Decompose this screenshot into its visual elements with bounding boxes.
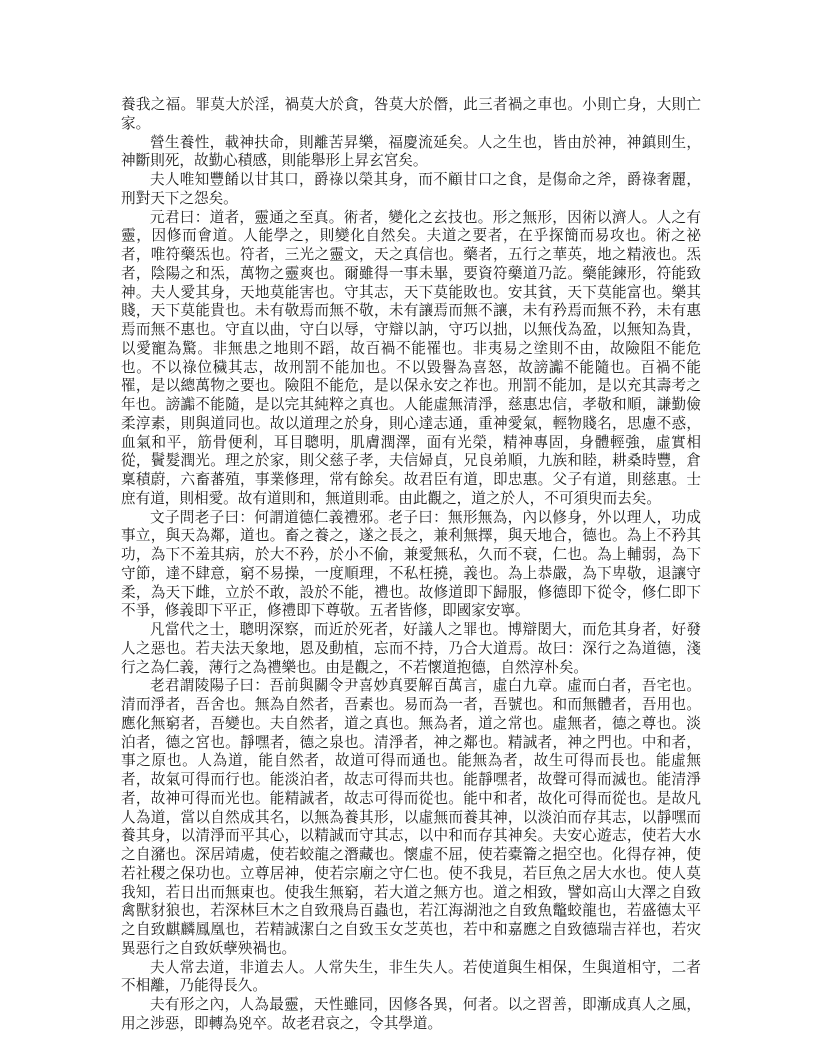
- paragraph: 夫人唯知豐餚以甘其口，爵祿以榮其身，而不顧甘口之食，是傷命之斧，爵祿奢麗，刑對天下之怨矣。: [121, 171, 701, 207]
- paragraph: 夫人常去道，非道去人。人常失生，非生失人。若使道與生相保，生與道相守，二者不相離，乃能得長久。: [121, 958, 701, 995]
- paragraph: 老君謂陵陽子曰：吾前與關令尹喜妙真要解百萬言，虛白九章。虛而白者，吾宅也。清而淨者，吾舍也。無為自然者，吾素也。易而為一者，吾號也。和而無體者，吾用也。應化無窮者，吾變也。夫自然者，道之真也。無為者，道之常也。虛無者，德之尊也。淡泊者，德之宮也。靜嘿者，德之泉也。清淨者，神之鄰也。精誠者，神之門也。中和者，事之原也。人為道，能自然者，故道可得而通也。能無為者，故生可得而長也。能虛無者，故氣可得而行也。能淡泊者，故志可得而共也。能靜嘿者，故聲可得而滅也。能清淨者，故神可得而光也。能精誠者，故志可得而從也。能中和者，故化可得而從也。是故凡人為道，當以自然成其名，以無為養其形，以虛無而養其神，以淡泊而存其志，以靜嘿而養其身，以清淨而平其心，以精誠而守其志，以中和而存其神矣。夫安心遊志，使若大水之自瀦也。深居靖處，使若蛟龍之潛藏也。懷虛不屈，使若橐籥之挹空也。化得存神，使若社稷之保功也。立尊居神，使若宗廟之守仁也。使不我見，若巨魚之居大水也。使人莫我知，若日出而無東也。使我生無窮，若大道之無方也。道之相致，譬如高山大澤之自致禽獸豺狼也，若深林巨木之自致飛鳥百蟲也，若江海湖池之自致魚鼈蛟龍也，若盛德太平之自致麒麟鳳凰也，若精誠潔白之自致玉女芝英也，若中和嘉應之自致德瑞吉祥也，若灾異惡行之自致妖孽殃禍也。: [121, 677, 701, 957]
- paragraph: 養我之福。罪莫大於淫，禍莫大於貪，咎莫大於僭，此三者禍之車也。小則亡身，大則亡家。: [121, 96, 701, 132]
- paragraph: 文子問老子曰：何謂道德仁義禮邪。老子曰：無形無為，內以修身，外以理人，功成事立，與天為鄰，道也。畜之養之，遂之長之，兼利無擇，與天地合，德也。為上不矜其功，為下不羞其病，於大不矜，於小不偷，兼愛無私，久而不衰，仁也。為上輔弱，為下守節，達不肆意，窮不易操，一度順理，不私枉撓，義也。為上恭嚴，為下卑敬，退讓守柔，為天下雌，立於不敢，設於不能，禮也。故修道即下歸服，修德即下從令，修仁即下不爭，修義即下平正，修禮即下尊敬。五者皆修，即國家安寧。: [121, 508, 701, 620]
- text-body: [121, 96, 701, 1034]
- paragraph: 營生養性，載神扶命，則離苦昇樂，福慶流延矣。人之生也，皆由於神，神鎮則生，神斷則死，故勤心積感，則能舉形上昇玄宮矣。: [121, 133, 701, 170]
- paragraph: 凡當代之士，聰明深察，而近於死者，好議人之罪也。博辯閎大，而危其身者，好發人之惡也。若夫法天象地，恩及動植，忘而不持，乃合大道焉。故曰：深行之為道德，淺行之為仁義，薄行之為禮樂也。由是觀之，不若懷道抱德，自然淳朴矣。: [121, 621, 701, 676]
- paragraph: 元君曰：道者，靈通之至真。術者，變化之玄技也。形之無形，因術以濟人。人之有靈，因修而會道。人能學之，則變化自然矣。夫道之要者，在乎探簡而易攻也。術之祕者，唯符藥炁也。符者，三光之靈文，天之真信也。藥者，五行之華英，地之精液也。炁者，陰陽之和炁，萬物之靈爽也。爾雖得一事未畢，要資符藥道乃訖。藥能鍊形，符能致神。夫人愛其身，天地莫能害也。守其志，天下莫能敗也。安其貧，天下莫能富也。樂其賤，天下莫能貴也。未有敬焉而無不敬，未有讓焉而無不讓，未有矜焉而無不矜，未有惠焉而無不惠也。守直以曲，守白以辱，守辯以訥，守巧以拙，以無伐為盈，以無知為貴，以愛寵為驚。非無患之地則不蹈，故百禍不能罹也。非夷易之塗則不由，故險阻不能危也。不以祿位穢其志，故刑罰不能加也。不以毀譽為喜怒，故謗讟不能隨也。百禍不能罹，是以總萬物之要也。險阻不能危，是以保永安之祚也。刑罰不能加，是以充其壽考之年也。謗讟不能隨，是以完其純粹之真也。人能虛無清淨，慈惠忠信，孝敬和順，謙勤儉柔淳素，則與道同也。故以道理之於身，則心達志通，重神愛氣，輕物賤名，思慮不惑，血氣和平，筋骨便利，耳目聰明，肌膚潤澤，面有光榮，精神專固，身體輕強，虛實相從，鬢髮潤光。理之於家，則父慈子孝，夫信婦貞，兄良弟順，九族和睦，耕桑時豐，倉稟積蔚，六畜蕃殖，事業修理，常有餘矣。故君臣有道，即忠惠。父子有道，則慈惠。士庶有道，則相愛。故有道則和，無道則乖。由此觀之，道之於人，不可須臾而去矣。: [121, 208, 701, 507]
- paragraph: 夫有形之內，人為最靈，天性雖同，因修各異，何者。以之習善，即漸成真人之風，用之涉惡，即轉為兇卒。故老君哀之，令其學道。: [121, 996, 701, 1032]
